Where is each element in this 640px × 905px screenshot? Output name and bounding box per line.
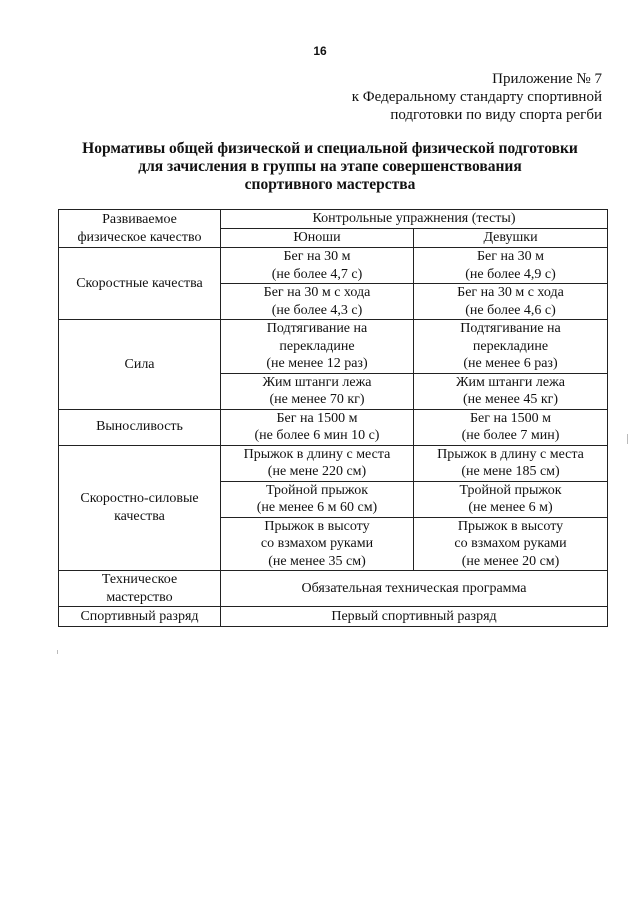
girls-cell	[414, 481, 608, 517]
girls-cell	[414, 409, 608, 445]
header-girls: Девушки	[414, 229, 608, 248]
norms-table	[58, 209, 608, 627]
cell-line: со взмахом руками	[260, 536, 374, 551]
table-header-row	[59, 210, 608, 229]
boys-cell	[221, 373, 414, 409]
girls-cell	[414, 320, 608, 374]
quality-label	[59, 571, 221, 607]
cell-line: Подтягивание на	[266, 321, 368, 336]
appendix-line: к Федеральному стандарту спортивной	[351, 89, 602, 105]
quality-label: Сила	[59, 320, 221, 410]
boys-cell	[221, 445, 414, 481]
header-quality-line: физическое качество	[77, 229, 202, 245]
header-quality-line: Развиваемое	[102, 212, 177, 227]
boys-cell	[221, 248, 414, 284]
girls-cell	[414, 373, 608, 409]
table-row	[59, 571, 608, 607]
title-line: для зачисления в группы на этапе совершенствования	[138, 158, 522, 175]
cell-line: (не мене 185 см)	[461, 464, 560, 479]
title-line: Нормативы общей физической и специальной физической подготовки	[82, 140, 578, 157]
cell-line: Прыжок в длину с места	[243, 446, 391, 462]
cell-line: (не менее 6 м)	[468, 500, 553, 515]
girls-cell	[414, 284, 608, 320]
scan-mark	[627, 434, 628, 444]
appendix-note	[352, 70, 602, 124]
cell-line: Тройной прыжок	[265, 482, 369, 498]
page-number: 16	[313, 44, 327, 58]
cell-line: Прыжок в высоту	[264, 518, 370, 534]
quality-label: Спортивный разряд	[59, 607, 221, 627]
cell-line: (не менее 35 см)	[268, 553, 366, 569]
cell-line: перекладине	[279, 338, 355, 354]
boys-cell	[221, 481, 414, 517]
rank-value: Первый спортивный разряд	[221, 607, 608, 627]
table-row	[59, 320, 608, 374]
quality-label: Скоростные качества	[59, 248, 221, 320]
title-line: спортивного мастерства	[244, 176, 416, 193]
table-row	[59, 607, 608, 627]
table-row	[59, 409, 608, 445]
quality-label: Выносливость	[59, 409, 221, 445]
cell-line: Бег на 1500 м	[469, 410, 552, 426]
cell-line: Бег на 30 м с хода	[263, 285, 371, 300]
quality-label-line: мастерство	[106, 589, 173, 605]
table-row	[59, 445, 608, 481]
cell-line: Бег на 30 м с хода	[457, 285, 564, 300]
cell-line: (не менее 6 раз)	[463, 356, 558, 371]
cell-line: Тройной прыжок	[459, 482, 562, 498]
technique-value: Обязательная техническая программа	[221, 571, 608, 607]
cell-line: Бег на 1500 м	[276, 410, 358, 426]
cell-line: (не менее 45 кг)	[462, 392, 559, 407]
cell-line: Бег на 30 м	[476, 249, 545, 264]
appendix-line: Приложение № 7	[492, 71, 602, 87]
quality-label	[59, 445, 221, 571]
cell-line: Бег на 30 м	[283, 249, 351, 264]
cell-line: Жим штанги лежа	[456, 374, 565, 390]
appendix-line: подготовки по виду спорта регби	[390, 107, 602, 123]
cell-line: перекладине	[472, 338, 549, 354]
cell-line: Жим штанги лежа	[262, 374, 372, 390]
cell-line: (не более 4,7 с)	[271, 266, 363, 282]
cell-line: (не менее 12 раз)	[266, 356, 368, 371]
boys-cell	[221, 284, 414, 320]
boys-cell	[221, 517, 414, 571]
boys-cell	[221, 320, 414, 374]
girls-cell	[414, 517, 608, 571]
cell-line: Прыжок в высоту	[457, 518, 564, 534]
quality-label-line: качества	[114, 508, 165, 524]
cell-line: (не мене 220 см)	[267, 464, 367, 479]
cell-line: (не менее 20 см)	[461, 553, 560, 569]
cell-line: со взмахом руками	[454, 536, 567, 551]
header-boys: Юноши	[221, 229, 414, 248]
header-quality	[59, 210, 221, 248]
boys-cell	[221, 409, 414, 445]
header-tests: Контрольные упражнения (тесты)	[221, 210, 608, 229]
table-row	[59, 248, 608, 284]
cell-line: (не более 4,6 с)	[465, 302, 556, 318]
cell-line: (не более 4,9 с)	[465, 266, 556, 282]
scan-mark	[57, 650, 58, 654]
cell-line: Прыжок в длину с места	[437, 446, 584, 462]
document-title	[60, 140, 600, 194]
cell-line: (не менее 6 м 60 см)	[256, 500, 378, 515]
cell-line: (не более 6 мин 10 с)	[254, 428, 380, 443]
cell-line: (не менее 70 кг)	[269, 392, 365, 407]
quality-label-line: Техническое	[101, 572, 178, 587]
cell-line: (не более 7 мин)	[461, 428, 560, 443]
cell-line: (не более 4,3 с)	[271, 302, 363, 318]
girls-cell	[414, 248, 608, 284]
girls-cell	[414, 445, 608, 481]
cell-line: Подтягивание на	[460, 321, 561, 336]
quality-label-line: Скоростно-силовые	[80, 491, 199, 507]
